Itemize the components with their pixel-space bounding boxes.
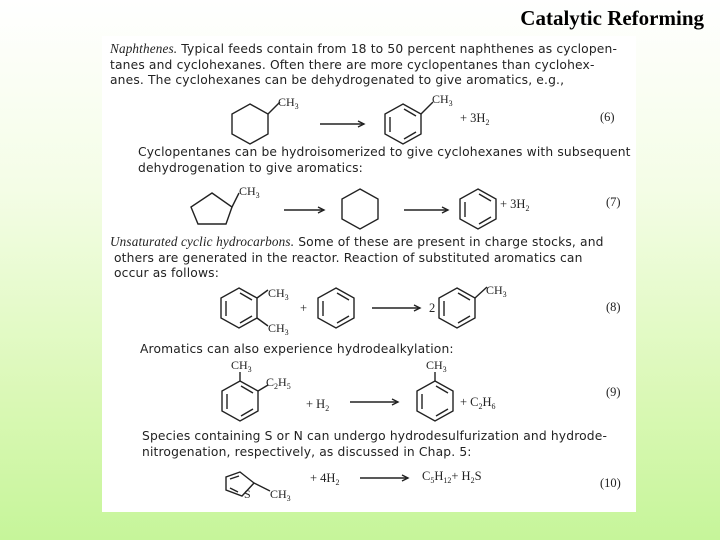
text-line: occur as follows: <box>114 266 220 281</box>
methylcyclohexane-structure <box>232 102 280 144</box>
equation-number-10: (10) <box>600 476 621 490</box>
plus-sign: + <box>300 301 308 315</box>
hydrogen-product: + $3H_2$ <box>460 111 490 127</box>
toluene-structure <box>439 287 487 328</box>
reaction-arrow <box>350 399 398 405</box>
ethane-product: + $C_2H_6$ <box>460 395 496 411</box>
stoichiometric-coefficient: 2 <box>429 301 436 315</box>
toluene-structure <box>417 372 453 421</box>
toluene-structure <box>385 102 433 144</box>
sulfur-atom-label: S <box>244 487 251 501</box>
pentane-product: $C_5H_{12}+ H_2S$ <box>422 469 482 485</box>
slide-title: Catalytic Reforming <box>520 6 704 30</box>
methyl-label: $CH_3$ <box>231 358 252 374</box>
ethyltoluene-structure <box>222 372 268 421</box>
methyl-label: $CH_3$ <box>432 92 453 108</box>
reaction-arrow <box>372 305 420 311</box>
methyl-label: $CH_3$ <box>486 283 507 299</box>
text-line: nitrogenation, respectively, as discussed in Chap. 5: <box>142 444 472 459</box>
equation-number-8: (8) <box>606 300 621 314</box>
text-line: Aromatics can also experience hydrodealkylation: <box>140 342 454 356</box>
hydrogen-product: + $3H_2$ <box>500 197 530 213</box>
methyl-label: $CH_3$ <box>278 95 299 111</box>
reaction-arrow <box>404 207 448 213</box>
reaction-arrow <box>284 207 324 213</box>
equation-number-6: (6) <box>600 110 615 124</box>
scanned-textbook-page <box>102 36 636 512</box>
hydrogen-reagent: + $H_2$ <box>306 397 330 413</box>
methyl-label: $CH_3$ <box>239 184 260 200</box>
methyl-label: $CH_3$ <box>268 286 289 302</box>
text-line: Some of these are present in charge stocks, and <box>298 235 604 249</box>
benzene-structure <box>318 288 354 328</box>
equation-number-7: (7) <box>606 195 621 209</box>
reaction-arrow <box>360 475 408 481</box>
unsaturated-heading: Unsaturated cyclic hydrocarbons. <box>110 234 295 249</box>
methylcyclopentane-structure <box>191 193 239 224</box>
text-line: Species containing S or N can undergo hydrodesulfurization and hydrode- <box>142 429 608 443</box>
cyclohexane-structure <box>342 189 378 229</box>
text-line: dehydrogenation to give aromatics: <box>138 160 363 175</box>
ethyl-label: $C_2H_5$ <box>266 375 291 391</box>
benzene-structure <box>460 189 496 229</box>
reaction-drawings <box>102 36 636 512</box>
methyl-label: $CH_3$ <box>426 358 447 374</box>
text-line: anes. The cyclohexanes can be dehydrogenated to give aromatics, e.g., <box>110 73 565 88</box>
methyl-label: $CH_3$ <box>268 321 289 337</box>
text-line: others are generated in the reactor. Reaction of substituted aromatics can <box>114 250 583 265</box>
naphthenes-heading: Naphthenes. <box>110 41 178 56</box>
methyl-label: $CH_3$ <box>270 487 291 503</box>
text-line: Typical feeds contain from 18 to 50 percent naphthenes as cyclopen- <box>181 42 618 56</box>
hydrogen-reagent: + $4H_2$ <box>310 471 340 487</box>
equation-number-9: (9) <box>606 385 621 399</box>
reaction-arrow <box>320 121 364 127</box>
xylene-structure <box>221 288 268 328</box>
text-line: Cyclopentanes can be hydroisomerized to give cyclohexanes with subsequent <box>138 145 631 159</box>
text-line: tanes and cyclohexanes. Often there are more cyclopentanes than cyclohex- <box>110 57 595 72</box>
